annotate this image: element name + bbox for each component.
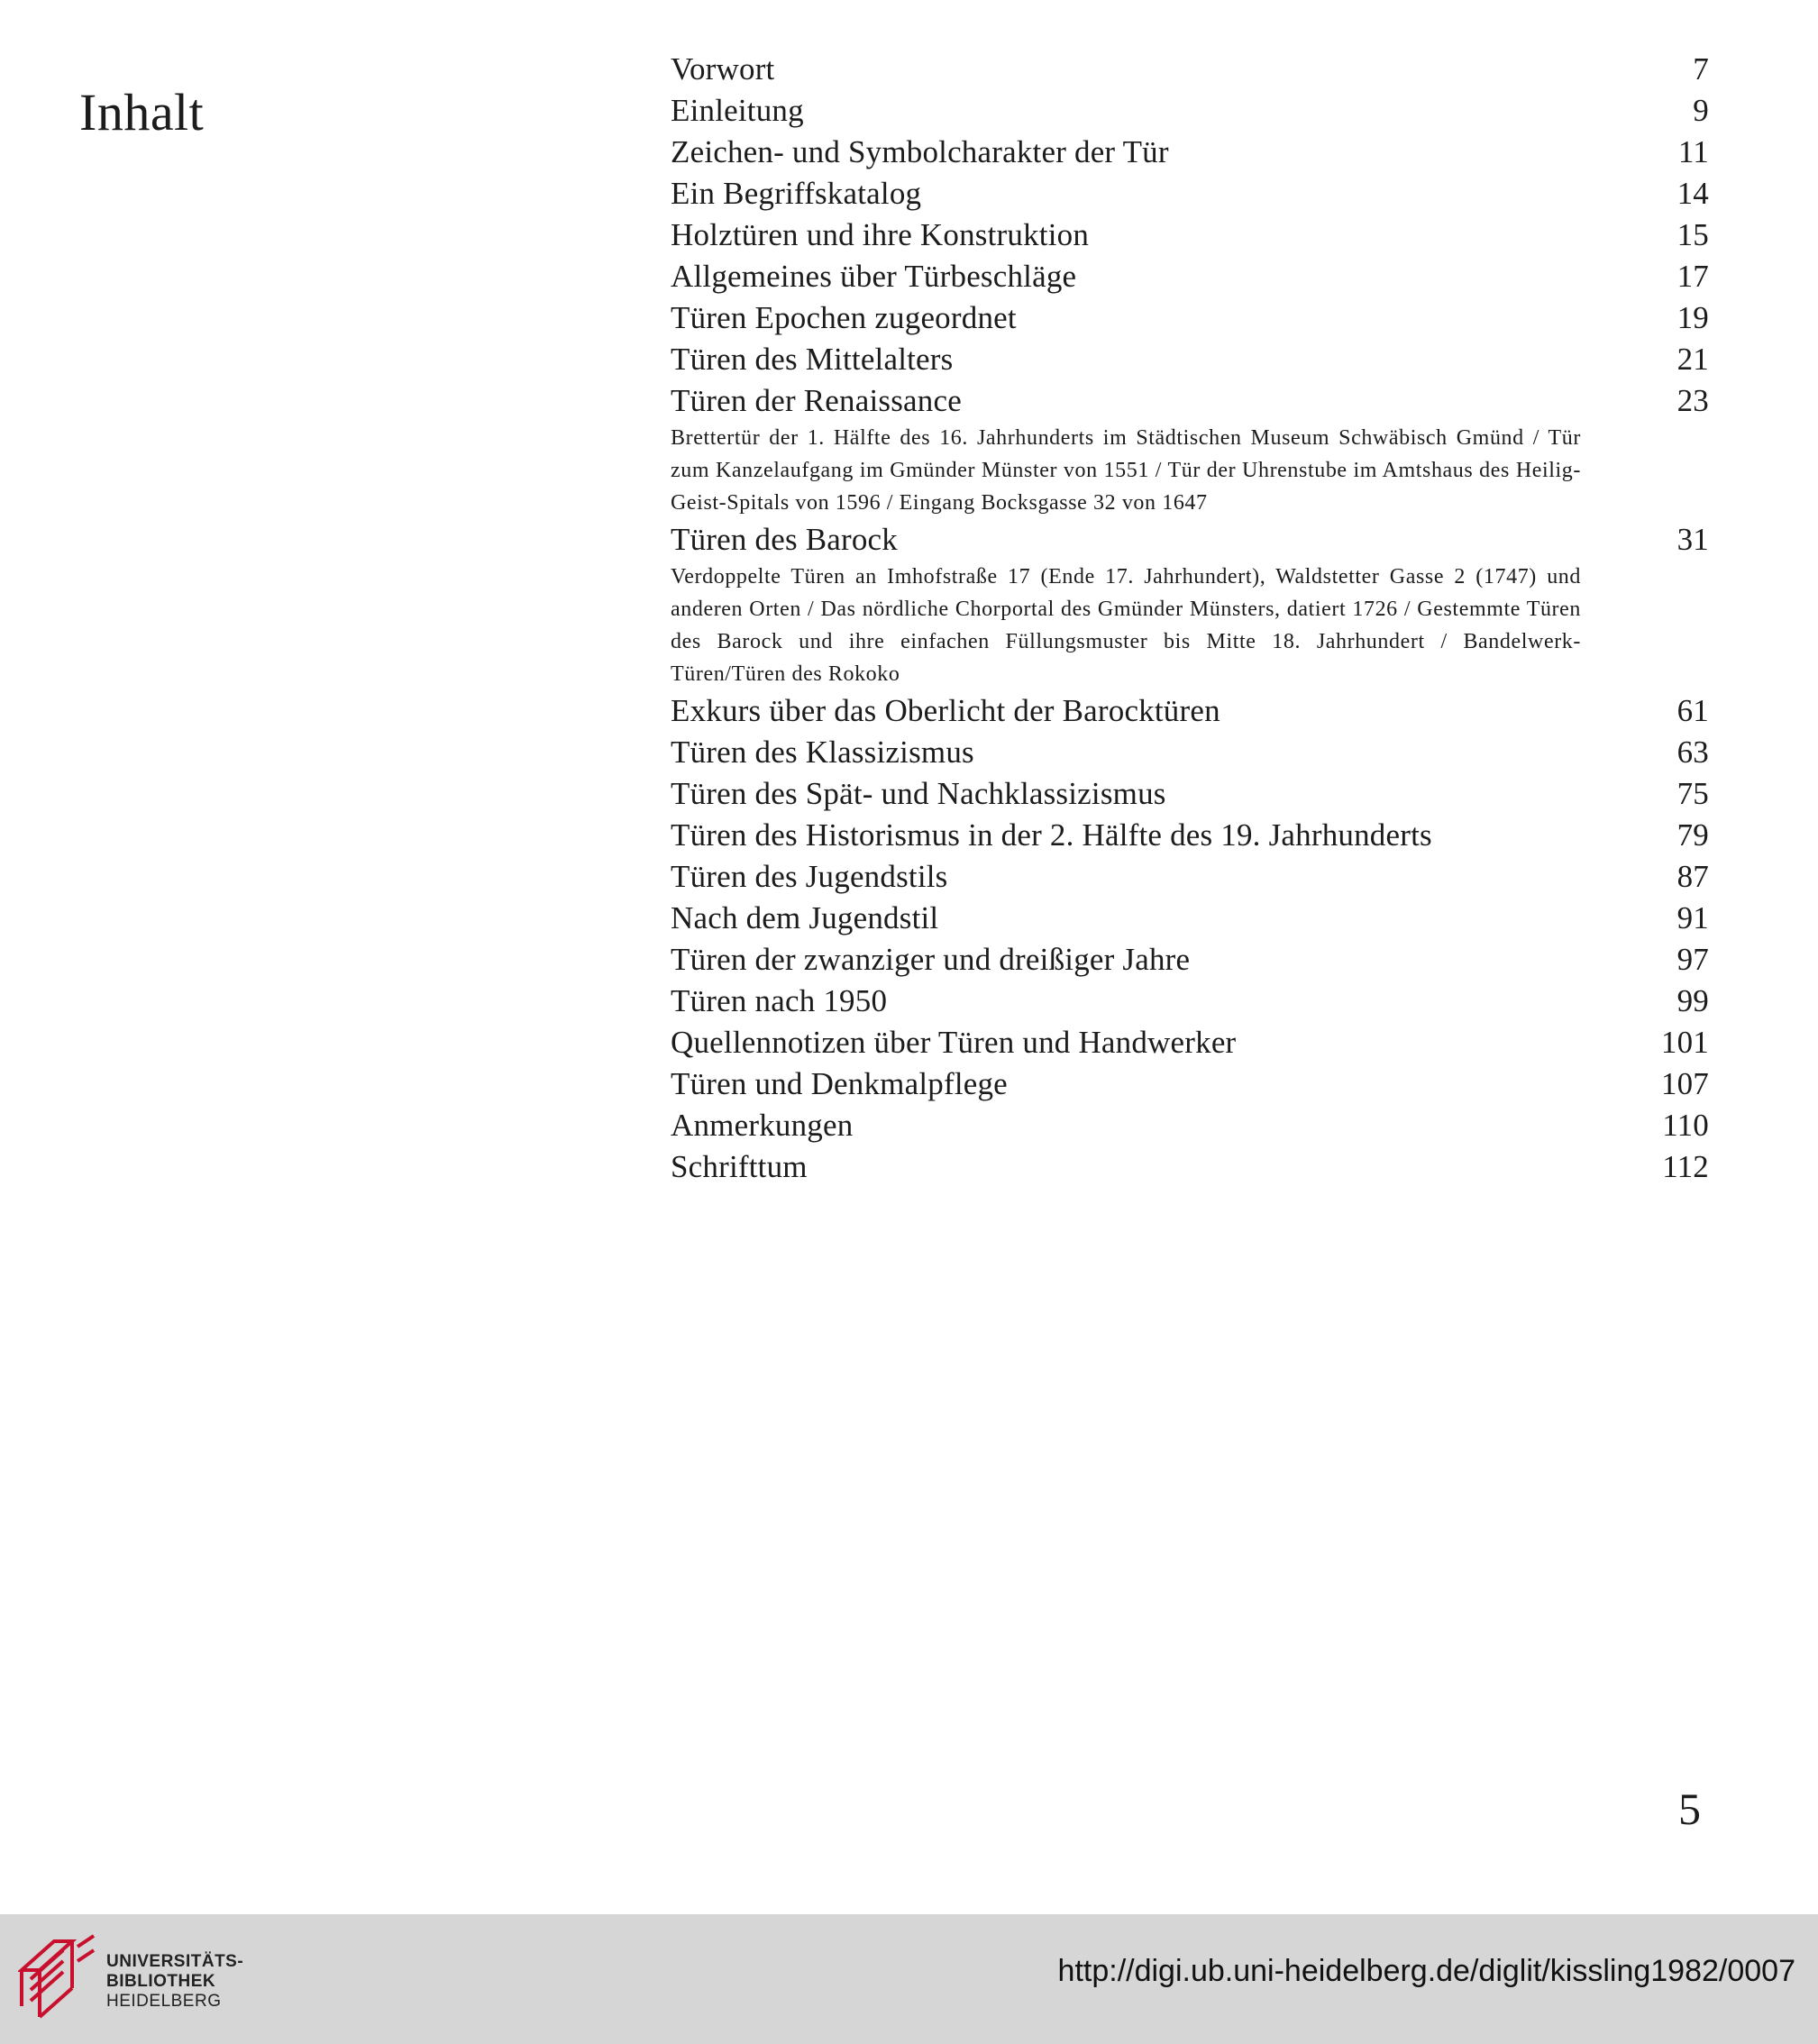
toc-entry-title: Türen des Klassizismus [671,735,974,770]
toc-entry-title: Türen des Mittelalters [671,342,954,377]
toc-entry-row[interactable] [671,519,1709,561]
toc-entry-page: 31 [1676,522,1709,557]
toc-entry-title: Allgemeines über Türbeschläge [671,259,1077,294]
toc-entry [671,773,1709,815]
toc-entry-row[interactable] [671,856,1709,898]
toc-entry [671,690,1709,732]
toc-entry-page: 75 [1676,776,1709,811]
logo-line-1: UNIVERSITÄTS- [106,1952,244,1971]
toc-entry [671,214,1709,256]
toc-entry-row[interactable] [671,1105,1709,1146]
toc-entry-page: 15 [1676,217,1709,252]
toc-entry [671,256,1709,297]
toc-entry-row[interactable] [671,380,1709,422]
toc-entry-title: Schrifttum [671,1149,808,1184]
toc-entry-title: Einleitung [671,93,804,128]
toc-entry-page: 23 [1676,383,1709,418]
toc-entry-row[interactable] [671,173,1709,214]
toc-entry-row[interactable] [671,1022,1709,1063]
toc-entry-row[interactable] [671,732,1709,773]
toc-entry-row[interactable] [671,90,1709,132]
toc-entry [671,732,1709,773]
toc-entry-title: Vorwort [671,51,775,87]
toc-entry-row[interactable] [671,690,1709,732]
toc-entry [671,297,1709,339]
toc-entry-row[interactable] [671,815,1709,856]
toc-entry-title: Türen des Barock [671,522,898,557]
toc-entry [671,981,1709,1022]
toc-entry-page: 19 [1676,300,1709,335]
page-title: Inhalt [79,82,205,141]
toc-entry-title: Exkurs über das Oberlicht der Barocktüren [671,693,1220,728]
toc-entry-page: 110 [1662,1108,1709,1143]
toc-entry-page: 91 [1676,900,1709,935]
toc-entry-row[interactable] [671,214,1709,256]
toc-entry-page: 79 [1676,817,1709,853]
toc-entry-title: Nach dem Jugendstil [671,900,939,935]
toc-entry [671,339,1709,380]
toc-entry-title: Holztüren und ihre Konstruktion [671,217,1090,252]
toc-entry [671,519,1709,690]
toc-entry [671,898,1709,939]
toc-entry-row[interactable] [671,339,1709,380]
logo-line-2: BIBLIOTHEK [106,1972,216,1991]
toc-entry-title: Türen des Historismus in der 2. Hälfte des 19. Jahrhunderts [671,817,1432,853]
toc-entry [671,173,1709,214]
logo-line-3: HEIDELBERG [106,1992,222,2011]
toc-entry [671,380,1709,519]
toc-entry-title: Türen Epochen zugeordnet [671,300,1017,335]
toc-entry-row[interactable] [671,49,1709,90]
toc-entry-row[interactable] [671,256,1709,297]
toc-entry-title: Türen der zwanziger und dreißiger Jahre [671,942,1191,977]
toc-entry [671,1022,1709,1063]
toc-entry-page: 61 [1676,693,1709,728]
toc-entry [671,1105,1709,1146]
toc-entry-row[interactable] [671,1063,1709,1105]
source-url-link[interactable]: http://digi.ub.uni-heidelberg.de/diglit/kissling1982/0007 [1057,1954,1795,1988]
toc-entry [671,90,1709,132]
toc-entry [671,1146,1709,1188]
toc-entry-page: 97 [1676,942,1709,977]
toc-entry-page: 7 [1693,51,1709,87]
toc-entry-title: Anmerkungen [671,1108,854,1143]
toc-entry [671,939,1709,981]
university-library-logo-icon [18,1934,97,2024]
toc-entry-row[interactable] [671,898,1709,939]
toc-entry-page: 17 [1676,259,1709,294]
toc-entry-row[interactable] [671,1146,1709,1188]
toc-entry [671,132,1709,173]
toc-entry-page: 112 [1662,1149,1709,1184]
toc-entry-page: 63 [1676,735,1709,770]
toc-entry-page: 21 [1676,342,1709,377]
toc-entry-title: Quellennotizen über Türen und Handwerker [671,1025,1237,1060]
toc-entry-page: 101 [1660,1025,1709,1060]
toc-entry-row[interactable] [671,132,1709,173]
toc-entry-page: 107 [1660,1066,1709,1101]
page-number: 5 [1678,1784,1701,1834]
toc-entry-description: Verdoppelte Türen an Imhofstraße 17 (Ende 17. Jahrhundert), Waldstetter Gasse 2 (1747) und anderen Orten / Das nördliche Chorportal des Gmünder Münsters, datiert 1726 / Gestemmte Türen des Barock und ihre einfachen Füllungsmuster bis Mitte 18. Jahrhundert / Bandelwerk-Türen/Türen des Rokoko [671,565,1581,686]
library-name [106,1952,243,2012]
toc-entry-row[interactable] [671,939,1709,981]
toc-entry [671,815,1709,856]
toc-entry [671,1063,1709,1105]
footer-bar [0,1914,1818,2044]
toc-entry-page: 87 [1676,859,1709,894]
toc-entry-title: Ein Begriffskatalog [671,176,922,211]
toc-entry-title: Türen nach 1950 [671,983,888,1018]
toc-entry [671,49,1709,90]
toc-entry-title: Türen und Denkmalpflege [671,1066,1008,1101]
toc-entry-row[interactable] [671,297,1709,339]
toc-entry [671,856,1709,898]
toc-entry-page: 9 [1693,93,1709,128]
toc-entry-page: 99 [1676,983,1709,1018]
table-of-contents [671,49,1709,1188]
toc-entry-description: Brettertür der 1. Hälfte des 16. Jahrhunderts im Städtischen Museum Schwäbisch Gmünd / Tür zum Kanzelaufgang im Gmünder Münster von 1551 / Tür der Uhrenstube im Amtshaus des Heilig-Geist-Spitals von 1596 / Eingang Bocksgasse 32 von 1647 [671,426,1581,515]
toc-entry-row[interactable] [671,981,1709,1022]
toc-entry-title: Zeichen- und Symbolcharakter der Tür [671,134,1169,169]
toc-entry-title: Türen der Renaissance [671,383,962,418]
toc-entry-title: Türen des Spät- und Nachklassizismus [671,776,1166,811]
toc-entry-page: 11 [1677,134,1709,169]
toc-entry-page: 14 [1676,176,1709,211]
toc-entry-row[interactable] [671,773,1709,815]
toc-entry-title: Türen des Jugendstils [671,859,948,894]
